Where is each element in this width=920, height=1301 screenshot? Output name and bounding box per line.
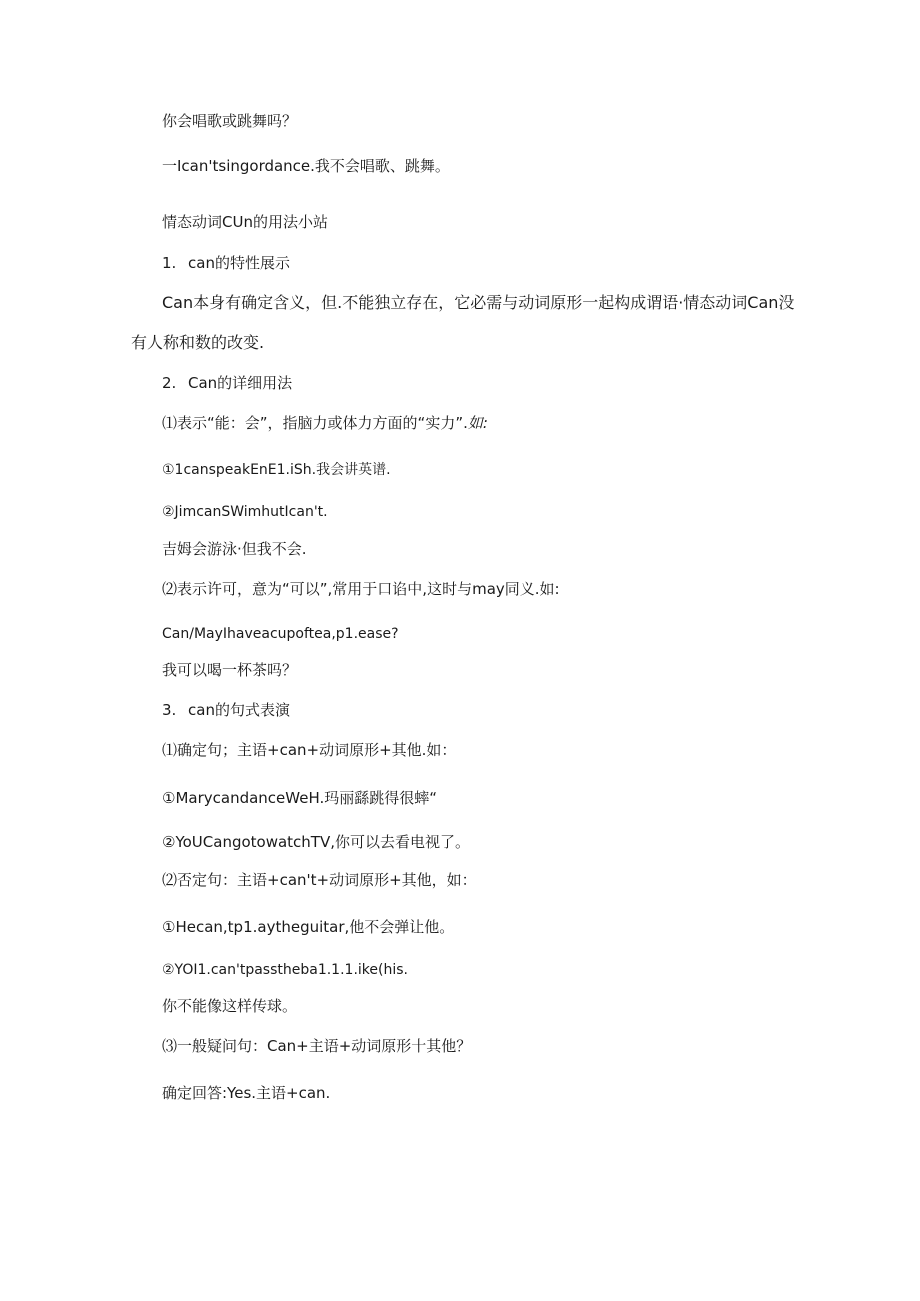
heading-number: 2.: [162, 374, 177, 392]
translation-line: 你不能像这样传球。: [162, 997, 298, 1015]
heading-3: [162, 700, 290, 720]
example-line: Can/MayIhaveacupoftea,p1.ease?: [162, 626, 399, 642]
usage-point-2: ⑵表示许可，意为“可以”,常用于口谄中,这时与may同义.如:: [162, 580, 560, 598]
example-line: ①1canspeakEnE1.iSh.我会讲英谱.: [162, 462, 391, 478]
example-line: ②YOI1.can'tpasstheba1.1.1.ike(his.: [162, 962, 408, 978]
example-line: ①MarycandanceWeH.玛丽繇跳得很蟀“: [162, 789, 438, 807]
usage-text: ⑴表示“能：会”，指脑力或体力方面的“实力”.: [162, 414, 468, 432]
usage-point-1: [162, 413, 488, 433]
heading-text: can的特性展示: [188, 254, 290, 272]
answer-line: 一Ican'tsingordance.我不会唱歌、跳舞。: [162, 157, 450, 175]
sentence-pattern-affirmative: ⑴确定句；主语+can+动词原形+其他.如：: [162, 741, 457, 759]
sentence-pattern-question: ⑶一般疑问句：Can+主语+动词原形十其他？: [162, 1037, 472, 1055]
question-line: 你会唱歌或跳舞吗？: [162, 112, 298, 130]
heading-number: 3.: [162, 701, 177, 719]
heading-2: [162, 373, 292, 393]
example-line: ②JimcanSWimhutIcan't.: [162, 504, 328, 520]
translation-line: 吉姆会游泳·但我不会.: [162, 540, 307, 558]
sentence-pattern-negative: ⑵否定句：主语+can't+动词原形+其他，如：: [162, 871, 477, 889]
usage-example-marker: 如:: [467, 414, 488, 432]
heading-1: [162, 253, 290, 273]
example-line: ①Hecan,tp1.aytheguitar,他不会弹让他。: [162, 918, 455, 936]
section-title: 情态动词CUn的用法小站: [162, 213, 328, 231]
heading-text: can的句式表演: [188, 701, 290, 719]
paragraph-line: Can本身有确定含义，但.不能独立存在，它必需与动词原形一起构成谓语·情态动词Can没: [162, 293, 795, 312]
translation-line: 我可以喝一杯茶吗？: [162, 661, 298, 679]
heading-number: 1.: [162, 254, 177, 272]
heading-text: Can的详细用法: [188, 374, 293, 392]
affirmative-answer-line: 确定回答:Yes.主语+can.: [162, 1084, 331, 1102]
example-line: ②YoUCangotowatchTV,你可以去看电视了。: [162, 833, 470, 851]
paragraph-line-continued: 有人称和数的改变.: [131, 333, 265, 352]
